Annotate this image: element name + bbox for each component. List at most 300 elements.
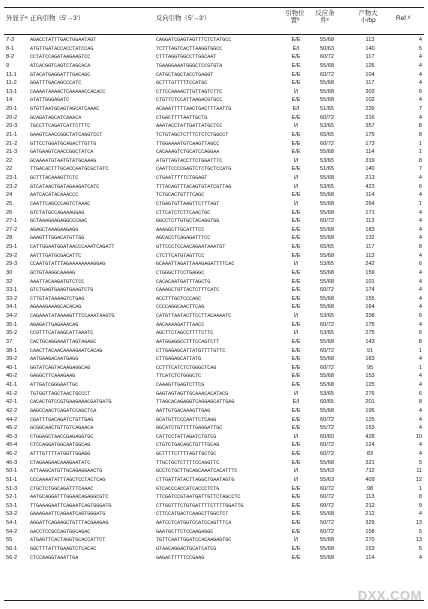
cell-reverse-primer: ATGTTAGTACCTTCTGGATTTC [156, 157, 223, 164]
cell-reference: 4 [418, 373, 422, 380]
cell-exon: 14 [6, 97, 13, 104]
cell-reverse-primer: CAATTCCCCGAGTCTCTGCTCCATG [156, 166, 232, 173]
table-row [0, 148, 428, 157]
cell-product-size: 321 [365, 459, 375, 466]
table-row [0, 140, 428, 149]
cell-product-size: 173 [365, 140, 375, 147]
cell-reaction-condition: 55/68 [320, 37, 334, 43]
cell-exon: 56-2 [6, 554, 18, 561]
cell-forward-primer: CAATTCAGCCCAGTCTAAAC [30, 200, 91, 207]
table-row [0, 165, 428, 174]
table-row [0, 519, 428, 528]
table-body [0, 36, 428, 562]
cell-exon: 44-2 [6, 416, 18, 423]
cell-forward-primer: CTGGAGCTAACCGAGAGGTGC [30, 433, 94, 440]
cell-product-size: 423 [365, 183, 375, 190]
cell-forward-primer: GTACATGAGGATTTGACAGC [30, 71, 91, 78]
cell-reaction-condition: 53/65 [320, 313, 334, 319]
cell-primer-position: E/E [291, 554, 301, 561]
cell-reaction-condition: 53/65 [320, 261, 334, 268]
cell-reverse-primer: CCTTTCATCTCTGGGCTCAG [156, 364, 217, 371]
cell-product-size: 264 [365, 200, 375, 207]
cell-reference: 5 [418, 528, 422, 535]
table-row [0, 36, 428, 45]
cell-reverse-primer: AATGGAGGCCTTTCCAGTCTT [156, 338, 220, 345]
table-row [0, 286, 428, 295]
cell-forward-primer: GGCTTTATTTGAAGTCTCACAC [30, 545, 97, 552]
cell-reaction-condition: 60/72 [320, 528, 334, 535]
cell-reference: 13 [415, 520, 422, 526]
cell-primer-position: E/E [291, 364, 301, 371]
cell-product-size: 113 [365, 494, 375, 501]
cell-reverse-primer: CATGCTAGCTACCTGAGGT [156, 71, 214, 78]
cell-reference: 9 [418, 502, 422, 509]
cell-primer-position: E/E [291, 459, 301, 466]
cell-exon: 30 [6, 269, 13, 276]
cell-reaction-condition: 55/68 [320, 382, 334, 388]
cell-reverse-primer: TGTTCAATTGGATCCACAAGAGTGC [156, 537, 232, 544]
cell-forward-primer: CAAAATAAAACTCAAAAACCACACC [30, 88, 106, 95]
cell-product-size: 91 [366, 347, 374, 354]
cell-reaction-condition: 60/65 [320, 399, 334, 406]
cell-reference: 6 [418, 330, 422, 337]
cell-primer-position: I/I [293, 183, 299, 190]
table-row [0, 398, 428, 407]
table-row [0, 234, 428, 243]
table-row [0, 441, 428, 450]
cell-reverse-primer: GCAAATTAGATTAAAGAGATTTTCAC [156, 261, 235, 268]
cell-reverse-primer: CATTCCTATTAGATCTGTCG [156, 433, 217, 440]
cell-reference: 1 [418, 200, 422, 207]
cell-exon: 20-3 [6, 123, 18, 130]
cell-primer-position: E/E [291, 321, 301, 328]
cell-product-size: 124 [365, 442, 375, 449]
cell-reaction-condition: 60/72 [320, 114, 334, 121]
cell-exon: 37 [6, 338, 13, 345]
cell-reaction-condition: 65/65 [320, 244, 334, 250]
cell-product-size: 275 [365, 330, 375, 337]
cell-reference: 4 [418, 218, 422, 225]
cell-reverse-primer: TGAAGGAAATGGGCTCCGTGTA [156, 62, 223, 69]
cell-reaction-condition: 55/68 [320, 149, 334, 156]
cell-product-size: 117 [365, 244, 375, 250]
cell-product-size: 183 [365, 226, 375, 233]
cell-primer-position: I/I [293, 390, 299, 397]
cell-forward-primer: ATTTGTTTTATGGTTGGAGG [30, 451, 91, 457]
cell-reaction-condition: 55/68 [320, 338, 334, 345]
cell-exon: 20-2 [6, 114, 18, 121]
cell-exon: 42-1 [6, 399, 18, 406]
cell-reference: 4 [418, 407, 422, 414]
cell-exon: 7-3 [6, 37, 15, 43]
cell-forward-primer: AATCACATACAAACCC [30, 192, 79, 199]
cell-forward-primer: AGAGCTAAAGAAGAGG [30, 226, 79, 233]
cell-reaction-condition: 60/72 [320, 140, 334, 147]
cell-exon: 53-1 [6, 502, 18, 509]
cell-product-size: 113 [365, 218, 375, 225]
cell-primer-position: E/E [291, 218, 301, 225]
cell-exon: 38-1 [6, 347, 18, 354]
cell-forward-primer: AATGAAGACAATGAGG [30, 356, 79, 363]
header-primer-position: 引物位置ᵇ [285, 10, 305, 24]
cell-primer-position: E/E [291, 149, 301, 156]
cell-forward-primer: TGTGGTTAGCTAACTGCCCT [30, 390, 91, 397]
table-row [0, 278, 428, 287]
table-row [0, 53, 428, 62]
table-row [0, 450, 428, 459]
table-row [0, 303, 428, 312]
cell-forward-primer: GGATTTGACAGCCCATC [30, 80, 82, 87]
cell-reaction-condition: 53/65 [320, 123, 334, 130]
cell-reverse-primer: GCATGTTCCCAATTCTCAGG [156, 416, 217, 423]
cell-exon: 54-1 [6, 520, 18, 526]
cell-reference: 11 [416, 468, 422, 475]
cell-forward-primer: CTCCAGGATGGCAATGGCAG [30, 442, 91, 449]
cell-product-size: 270 [365, 537, 375, 544]
cell-reference: 4 [418, 97, 422, 104]
cell-product-size: 164 [365, 304, 375, 311]
cell-forward-primer: TTGACACTTTGCACCAATGCGCTATC [30, 166, 109, 173]
cell-reverse-primer: TTCATCTCTGGGCTC [156, 373, 202, 380]
header-reverse-primer: 反向引物（5′→3′） [156, 15, 211, 22]
table-header-rule [4, 34, 424, 35]
cell-reverse-primer: CTTGAGAGCATTATG [156, 356, 202, 363]
cell-reference: 4 [418, 192, 422, 199]
cell-product-size: 242 [365, 261, 375, 268]
cell-reference: 4 [418, 226, 422, 233]
table-row [0, 209, 428, 218]
cell-primer-position: E/E [291, 209, 301, 216]
cell-product-size: 212 [365, 511, 375, 518]
cell-forward-primer: GCTTTACAAAGTTCTC [30, 175, 79, 181]
cell-product-size: 140 [365, 45, 375, 52]
cell-exon: 25 [6, 200, 13, 207]
cell-product-size: 357 [365, 123, 375, 130]
cell-exon: 46-2 [6, 451, 18, 457]
cell-primer-position: E/E [291, 338, 301, 345]
cell-exon: 45-3 [6, 433, 18, 440]
cell-reference: 10 [415, 433, 422, 440]
cell-product-size: 125 [365, 416, 375, 423]
cell-reaction-condition: 55/68 [320, 62, 334, 69]
table-header [0, 8, 428, 34]
table-row [0, 528, 428, 537]
cell-product-size: 183 [365, 356, 375, 363]
cell-reference: 4 [418, 416, 422, 423]
cell-primer-position: E/E [291, 287, 301, 294]
cell-reaction-condition: 60/72 [320, 494, 334, 501]
cell-reverse-primer: ACCTTTGCTCCCAGC [156, 295, 202, 302]
cell-forward-primer: CCAATGTATTTAGAAAAAAAAGGAG [30, 261, 106, 268]
cell-reference: 5 [418, 45, 422, 52]
cell-product-size: 201 [365, 399, 375, 406]
cell-exon: 8-2 [6, 54, 15, 61]
table-row [0, 157, 428, 166]
cell-reference: 4 [418, 511, 422, 518]
cell-primer-position: E/E [291, 502, 301, 509]
cell-reaction-condition: 55/68 [320, 373, 334, 380]
cell-forward-primer: GGTATCAGTACAAGAGGCAG [30, 364, 91, 371]
cell-forward-primer: AGAAAGAAAGCACACAG [30, 304, 82, 311]
cell-reverse-primer: GGCCTCTTGTGCTACAGGTGG [156, 218, 220, 225]
table-row [0, 321, 428, 330]
table-row [0, 407, 428, 416]
cell-exon: 34-1 [6, 304, 18, 311]
cell-product-size: 95 [366, 364, 374, 371]
cell-forward-primer: CTCCAAGGTAAATTGA [30, 554, 79, 561]
cell-forward-primer: GTATTGGGAGATC [30, 97, 70, 104]
cell-reference: 8 [418, 131, 422, 138]
cell-exon: 33-1 [6, 287, 18, 294]
cell-exon: 21-1 [6, 131, 18, 138]
cell-reference: 8 [418, 399, 422, 406]
cell-primer-position: E/E [291, 494, 301, 501]
cell-reverse-primer: ACAAATTTTTAACTGACTTTAATTG [156, 106, 232, 112]
cell-reference: 4 [418, 295, 422, 302]
cell-product-size: 153 [365, 373, 375, 380]
cell-forward-primer: AAATTACAAGATGTCTCC [30, 278, 85, 285]
cell-primer-position: I/I [293, 330, 299, 337]
cell-exon: 20-1 [6, 106, 18, 112]
cell-reference: 4 [418, 304, 422, 311]
cell-reaction-condition: 55/68 [320, 537, 334, 544]
cell-reference: 7 [418, 166, 422, 173]
cell-forward-primer: GATGAAGTCAACCGGCTATCA [30, 149, 94, 156]
cell-exon: 26 [6, 209, 13, 216]
cell-product-size: 171 [365, 209, 375, 216]
table-row [0, 536, 428, 545]
cell-forward-primer: ATGTTGATACCACCTATCCAG [30, 45, 94, 52]
cell-product-size: 140 [365, 166, 375, 173]
cell-forward-primer: ATGAGTTCACTAGGTGCACCATTCT [30, 537, 106, 544]
cell-reference: 4 [418, 175, 422, 181]
cell-reaction-condition: 60/72 [320, 54, 334, 61]
cell-reverse-primer: CTGTTCTCCATTAAGACGTGCC [156, 97, 223, 104]
cell-primer-position: E/E [291, 97, 301, 104]
cell-reference: 4 [418, 382, 422, 388]
cell-product-size: 195 [365, 407, 375, 414]
cell-reverse-primer: CTCTTCATGTAGTTCC [156, 252, 205, 259]
cell-reaction-condition: 55/68 [320, 88, 334, 95]
cell-product-size: 143 [365, 338, 375, 345]
cell-product-size: 101 [365, 278, 375, 285]
cell-product-size: 126 [365, 62, 375, 69]
cell-primer-position: E/E [291, 485, 301, 492]
cell-reaction-condition: 55/68 [320, 407, 334, 414]
cell-reference: 7 [418, 106, 422, 112]
cell-reaction-condition: 55/68 [320, 175, 334, 181]
cell-reverse-primer: CACAAAGTCTGCATCCAGGAA [156, 149, 220, 156]
cell-primer-position: E/E [291, 295, 301, 302]
cell-reverse-primer: CAAAGCTGTTACTCTTTCATC [156, 287, 220, 294]
cell-forward-primer: GAGGCTTCAAAGAAG [30, 373, 76, 380]
cell-product-size: 329 [365, 520, 375, 526]
cell-product-size: 104 [365, 71, 375, 78]
table-row [0, 467, 428, 476]
cell-exon: 23-2 [6, 183, 18, 190]
cell-product-size: 113 [365, 252, 375, 259]
cell-reverse-primer: CTGACTTTTAATTGCTG [156, 114, 208, 121]
cell-primer-position: E/E [291, 131, 301, 138]
cell-product-size: 213 [365, 175, 375, 181]
table-row [0, 269, 428, 278]
cell-primer-position: E/E [291, 520, 301, 526]
cell-reaction-condition: 55/63 [320, 476, 334, 483]
cell-reverse-primer: CAAAGTTGAGTCTTCG [156, 382, 205, 388]
table-row [0, 174, 428, 183]
cell-reaction-condition: 53/65 [320, 330, 334, 337]
cell-exon: 55 [6, 537, 13, 544]
table-row [0, 424, 428, 433]
cell-reference: 4 [418, 54, 422, 61]
cell-reverse-primer: CAGGATCGAGTAGTTTCTCTATGCC [156, 37, 232, 43]
cell-primer-position: E/E [291, 54, 301, 61]
cell-reference: 6 [418, 183, 422, 190]
cell-reverse-primer: CTGAATTTTTCTGGAGT [156, 175, 208, 181]
cell-exon: 24 [6, 192, 13, 199]
cell-reference: 8 [418, 244, 422, 250]
cell-reaction-condition: 50/63 [320, 45, 334, 52]
table-row [0, 226, 428, 235]
cell-exon: 33-2 [6, 295, 18, 302]
cell-forward-primer: CTAGAAGAACAAAGAATATC [30, 459, 91, 466]
table-row [0, 183, 428, 192]
cell-exon: 23-1 [6, 175, 18, 181]
cell-reverse-primer: GCTTTTCTTTTAGTTGCTGC [156, 451, 217, 457]
cell-product-size: 83 [366, 451, 374, 457]
cell-product-size: 158 [365, 528, 375, 535]
cell-exon: 11-1 [6, 71, 17, 78]
table-row [0, 381, 428, 390]
cell-primer-position: E/E [291, 226, 301, 233]
cell-primer-position: E/E [291, 114, 301, 121]
cell-reference: 1 [418, 140, 422, 147]
cell-reference: 6 [418, 390, 422, 397]
cell-reverse-primer: AATCCTCATGGTCCATCCAGTTTCA [156, 520, 232, 526]
cell-exon: 27-1 [6, 218, 18, 225]
cell-exon: 8-1 [6, 45, 15, 52]
cell-reference: 4 [418, 442, 422, 449]
table-row [0, 217, 428, 226]
cell-primer-position: E/E [291, 511, 301, 518]
cell-reaction-condition: 55/63 [320, 468, 334, 475]
cell-reference: 1 [418, 347, 422, 354]
cell-forward-primer: GCTGTAAGGCAAAAG [30, 269, 76, 276]
cell-primer-position: I/I [293, 433, 299, 440]
cell-product-size: 155 [365, 295, 375, 302]
cell-reaction-condition: 60/60 [320, 433, 334, 440]
cell-product-size: 114 [365, 149, 375, 156]
cell-forward-primer: GCTAAAGAAGAGGCCCAAC [30, 218, 88, 225]
cell-reverse-primer: TTTACAGTTTACAGTGTATCGTTAG [156, 183, 232, 190]
table-row [0, 62, 428, 71]
cell-exon: 46-3 [6, 459, 18, 466]
cell-reverse-primer: CTGAGTGTTAAGTTCTTTAGT [156, 200, 220, 207]
cell-reaction-condition: 55/72 [320, 425, 334, 432]
cell-reaction-condition: 53/65 [320, 390, 334, 397]
cell-product-size: 216 [365, 114, 375, 121]
cell-reaction-condition: 53/65 [320, 183, 334, 190]
cell-reverse-primer: GGCATCTGTTTTTGAGGATTGC [156, 425, 223, 432]
cell-exon: 21-2 [6, 140, 18, 147]
table-row [0, 545, 428, 554]
cell-forward-primer: GTCATAACTGATAGAAGATCATC [30, 183, 100, 190]
cell-forward-primer: CACACTGTCCGTGAAGAAACGATGATG [30, 399, 112, 406]
cell-forward-primer: CTTGTATAAAAGTCTGAG [30, 295, 85, 302]
cell-product-size: 125 [365, 382, 375, 388]
cell-forward-primer: ATCACGGTCAGTCTAGCACA [30, 62, 91, 69]
cell-primer-position: E/E [291, 416, 301, 423]
cell-forward-primer: GTTCCTGGATGCAGACTTGTTG [30, 140, 97, 147]
cell-exon: 56-1 [6, 545, 18, 552]
cell-reaction-condition: 51/65 [320, 106, 334, 112]
table-row [0, 114, 428, 123]
header-product-size: 产物大小/bp [358, 10, 378, 24]
cell-reaction-condition: 60/72 [320, 347, 334, 354]
cell-forward-primer: GAAGTTTGGACATGTTGG [30, 235, 85, 242]
cell-exon: 51-3 [6, 485, 18, 492]
cell-forward-primer: ATTAAGCATGTTGCAGAGGAACTG [30, 468, 103, 475]
cell-reference: 4 [418, 451, 422, 457]
table-row [0, 510, 428, 519]
table-row [0, 131, 428, 140]
cell-exon: 40-1 [6, 364, 18, 371]
cell-product-size: 102 [365, 97, 375, 104]
cell-product-size: 114 [365, 554, 375, 561]
cell-reaction-condition: 55/68 [320, 278, 334, 285]
cell-exon: 21-3 [6, 149, 18, 156]
cell-reverse-primer: CACACAATGATTTAGCTG [156, 278, 211, 285]
cell-forward-primer: CTGCTCTGGCAGATTTCAAAC [30, 485, 94, 492]
cell-reaction-condition: 60/72 [320, 442, 334, 449]
cell-reaction-condition: 55/68 [320, 192, 334, 199]
cell-primer-position: E/E [291, 382, 301, 388]
table-row [0, 96, 428, 105]
cell-primer-position: E/E [291, 252, 301, 259]
cell-reverse-primer: CTTCCAAAACTTGTTAGTCTTC [156, 88, 223, 95]
cell-primer-position: I/I [293, 261, 299, 268]
cell-reverse-primer: TCTGCACTGTTTCAGC [156, 192, 205, 199]
cell-product-size: 98 [366, 485, 374, 492]
table-row [0, 71, 428, 80]
cell-reverse-primer: GAGACTTTTTCCGAAG [156, 554, 205, 561]
cell-exon: 28 [6, 235, 13, 242]
cell-primer-position: E/E [291, 62, 301, 69]
table-row [0, 459, 428, 468]
cell-reverse-primer: AAAGGCTTGCATTTCC [156, 226, 205, 233]
cell-exon: 40-2 [6, 373, 18, 380]
cell-reaction-condition: 60/72 [320, 321, 334, 328]
cell-product-size: 239 [365, 106, 375, 112]
table-row [0, 416, 428, 425]
cell-forward-primer: AATTTGATGCGACATTC [30, 252, 82, 259]
table-row [0, 295, 428, 304]
cell-exon: 11-2 [6, 80, 17, 87]
cell-reaction-condition: 55/68 [320, 554, 334, 561]
cell-reference: 4 [418, 425, 422, 432]
table-row [0, 493, 428, 502]
table-row [0, 312, 428, 321]
cell-reference: 6 [418, 313, 422, 319]
cell-reference: 4 [418, 554, 422, 561]
cell-primer-position: E/I [292, 45, 300, 52]
cell-exon: 22 [6, 166, 13, 173]
cell-reference: 1 [418, 364, 422, 371]
cell-primer-position: E/E [291, 545, 301, 552]
table-row [0, 364, 428, 373]
cell-forward-primer: GACCTCCGCCAGTGGCAGAC [30, 528, 91, 535]
cell-reaction-condition: 60/72 [320, 364, 334, 371]
